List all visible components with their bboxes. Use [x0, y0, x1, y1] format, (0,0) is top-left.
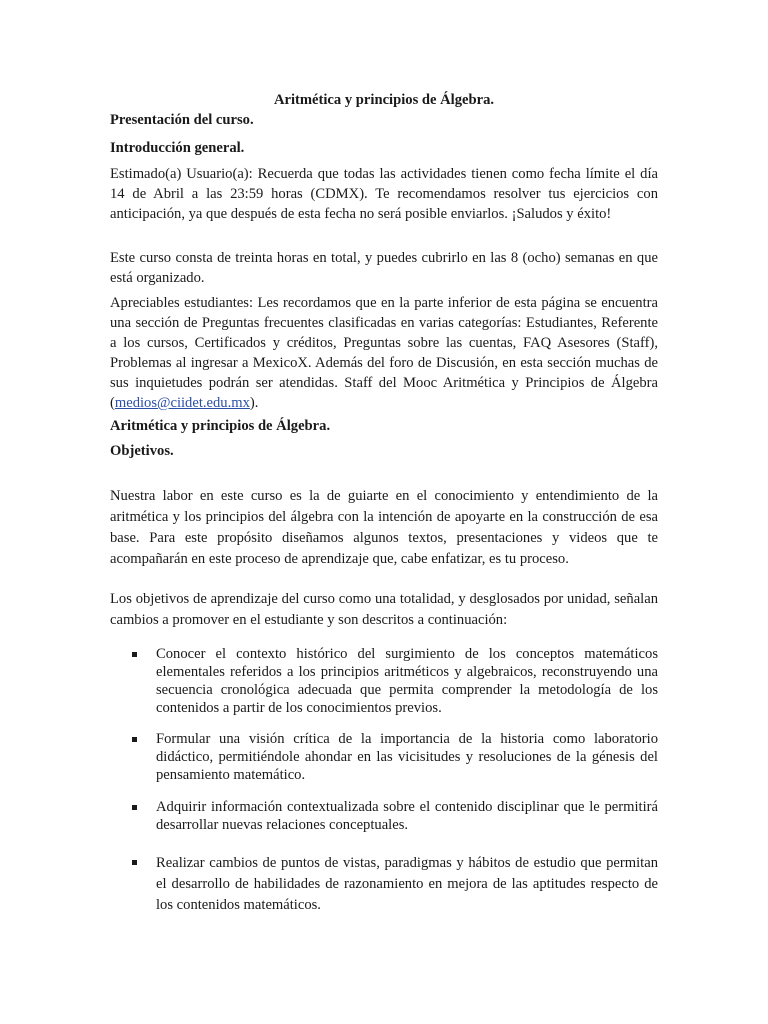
objective-text: Formular una visión crítica de la importancia de la historia como laboratorio didáctico, permitiéndole ahondar en las vicisitudes y resoluciones de la génesis del pensamiento matemático.	[156, 731, 658, 783]
objectives-intro-paragraph: Los objetivos de aprendizaje del curso como una totalidad, y desglosados por unidad, señalan cambios a promover en el estudiante y son descritos a continuación:	[110, 591, 658, 628]
objective-text: Adquirir información contextualizada sobre el contenido disciplinar que le permitirá desarrollar nuevas relaciones conceptuales.	[156, 799, 658, 833]
objective-text: Conocer el contexto histórico del surgimiento de los conceptos matemáticos elementales referidos a los principios aritméticos y algebraicos, reconstruyendo una secuencia cronológica adecuada que permita comprender la metodología de los contenidos a partir de los conocimientos previos.	[156, 646, 658, 716]
labor-paragraph: Nuestra labor en este curso es la de guiarte en el conocimiento y entendimiento de la aritmética y los principios del álgebra con la intención de apoyarte en la construcción de esa base. Para este propósito diseñamos algunos textos, presentaciones y videos que te acompañarán en este proceso de aprendizaje que, cabe enfatizar, es tu proceso.	[110, 488, 658, 567]
faq-paragraph	[110, 293, 658, 413]
list-item	[110, 798, 658, 834]
staff-email-link[interactable]: medios@ciidet.edu.mx	[114, 395, 250, 411]
second-heading: Aritmética y principios de Álgebra.	[110, 418, 331, 434]
square-bullet-icon	[132, 652, 137, 657]
intro-heading: Introducción general.	[110, 140, 245, 156]
document-title: Aritmética y principios de Álgebra.	[273, 92, 495, 108]
duration-paragraph: Este curso consta de treinta horas en total, y puedes cubrirlo en las 8 (ocho) semanas en que está organizado.	[110, 250, 658, 286]
notice-paragraph: Estimado(a) Usuario(a): Recuerda que todas las actividades tienen como fecha límite el día 14 de Abril a las 23:59 horas (CDMX). Te recomendamos resolver tus ejercicios con anticipación, ya que después de esta fecha no será posible enviarlos. ¡Saludos y éxito!	[110, 166, 658, 222]
presentation-heading: Presentación del curso.	[110, 112, 254, 128]
list-item	[110, 853, 658, 916]
list-item	[110, 730, 658, 784]
faq-paragraph-end: ).	[249, 395, 259, 411]
list-item	[110, 645, 658, 717]
objectives-heading: Objetivos.	[110, 443, 174, 459]
square-bullet-icon	[132, 805, 137, 810]
square-bullet-icon	[132, 737, 137, 742]
faq-paragraph-text: Apreciables estudiantes: Les recordamos que en la parte inferior de esta página se encuentra una sección de Preguntas frecuentes clasificadas en varias categorías: Estudiantes, Referente a los cursos, Certificados y créditos, Preguntas sobre las cuentas, FAQ Asesores (Staff), Problemas al ingresar a MexicoX. Además del foro de Discusión, en esta sección muchas de sus inquietudes podrán ser atendidas. Staff del Mooc Aritmética y Principios de Álgebra (	[110, 295, 658, 411]
square-bullet-icon	[132, 860, 137, 865]
objective-text: Realizar cambios de puntos de vistas, paradigmas y hábitos de estudio que permitan el desarrollo de habilidades de razonamiento en mejora de las aptitudes respecto de los contenidos matemáticos.	[156, 855, 658, 913]
